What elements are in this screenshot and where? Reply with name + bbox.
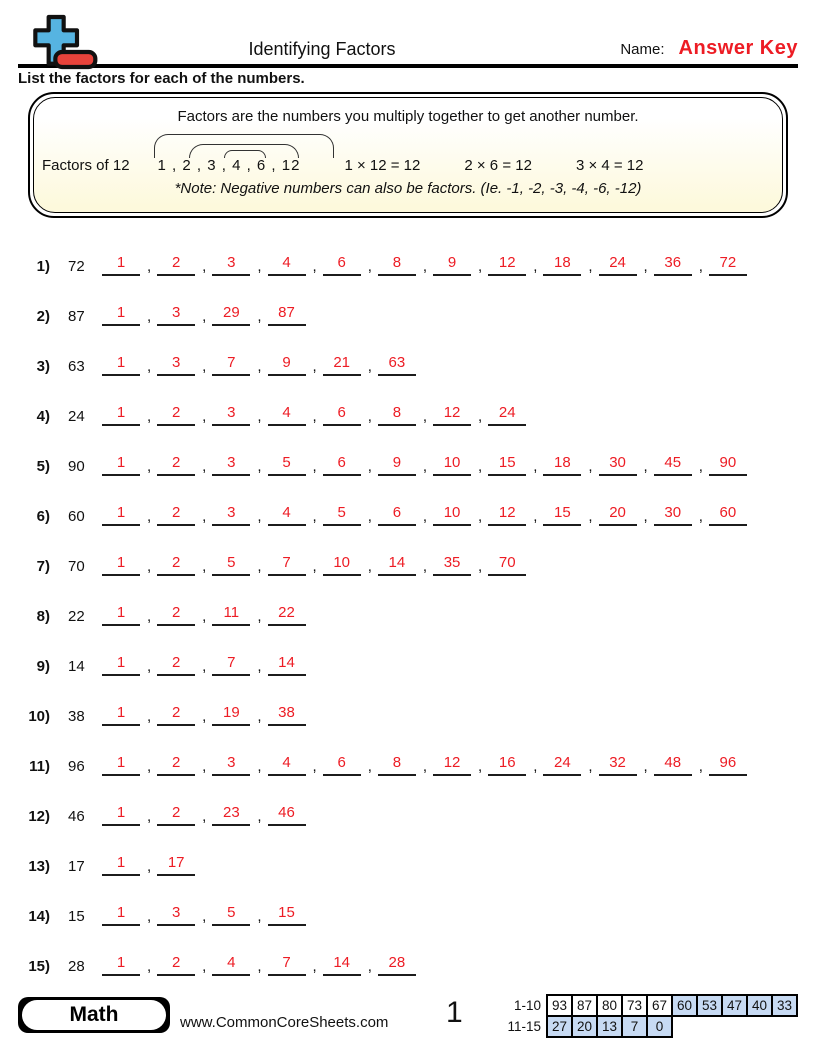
comma-separator: , (147, 958, 152, 975)
problem-number: 8) (36, 608, 50, 625)
factor-blank[interactable]: 3 (157, 304, 195, 326)
factor-blank[interactable]: 12 (488, 254, 526, 276)
comma-separator: , (257, 558, 262, 575)
factor-blank[interactable]: 15 (488, 454, 526, 476)
score-cell: 80 (597, 995, 622, 1016)
factor-blank[interactable]: 63 (378, 354, 416, 376)
comma-separator: , (147, 308, 152, 325)
comma-separator: , (588, 458, 593, 475)
factor-blank[interactable]: 2 (157, 504, 195, 526)
factor-blank[interactable]: 7 (268, 554, 306, 576)
comma-separator: , (147, 258, 152, 275)
factor-blank[interactable]: 2 (157, 654, 195, 676)
factor-blank[interactable]: 70 (488, 554, 526, 576)
factor-blank[interactable]: 2 (157, 954, 195, 976)
factor-blank[interactable]: 12 (433, 754, 471, 776)
comma-separator: , (422, 558, 428, 575)
comma-separator: , (202, 958, 207, 975)
comma-separator: , (312, 408, 317, 425)
comma-separator: , (312, 258, 317, 275)
factor-blank[interactable]: 24 (599, 254, 637, 276)
website-link[interactable]: www.CommonCoreSheets.com (180, 1014, 389, 1031)
score-row (507, 1016, 797, 1037)
comma-separator: , (478, 758, 483, 775)
factor-blank[interactable]: 22 (268, 604, 306, 626)
comma-separator: , (257, 658, 262, 675)
factor-blank[interactable]: 45 (654, 454, 692, 476)
factor-blank[interactable]: 24 (543, 754, 581, 776)
factor-blank[interactable]: 60 (709, 504, 747, 526)
comma-separator: , (367, 458, 372, 475)
comma-separator: , (698, 258, 703, 275)
factor-blank[interactable]: 8 (378, 404, 416, 426)
factor-blank[interactable]: 6 (323, 404, 361, 426)
factor-blank[interactable]: 1 (102, 654, 140, 676)
factor-blank[interactable]: 11 (212, 604, 250, 626)
page-title: Identifying Factors (248, 39, 396, 59)
score-cell: 33 (772, 995, 797, 1016)
instruction-text: List the factors for each of the numbers. (18, 70, 305, 87)
comma-separator: , (478, 408, 483, 425)
comma-separator: , (643, 508, 648, 525)
comma-separator: , (367, 508, 372, 525)
info-definition: Factors are the numbers you multiply together to get another number. (177, 108, 639, 125)
example-row (34, 157, 782, 174)
comma-separator: , (422, 408, 428, 425)
problem-number: 15) (28, 958, 50, 975)
factor-blank[interactable]: 9 (433, 254, 471, 276)
comma-separator: , (257, 258, 262, 275)
problem-number: 4) (36, 408, 50, 425)
factor-blank[interactable]: 10 (323, 554, 361, 576)
factor-blank[interactable]: 1 (102, 454, 140, 476)
problem-number: 13) (28, 858, 50, 875)
problem-value: 46 (68, 808, 85, 825)
comma-separator: , (147, 808, 152, 825)
factor-blank[interactable]: 15 (268, 904, 306, 926)
factor-blank[interactable]: 4 (268, 754, 306, 776)
factor-blank[interactable]: 1 (102, 504, 140, 526)
comma-separator: , (147, 608, 152, 625)
problem-number: 5) (36, 458, 50, 475)
score-cell: 93 (547, 995, 572, 1016)
factor-blank[interactable]: 3 (212, 254, 250, 276)
comma-separator: , (312, 458, 317, 475)
comma-separator: , (533, 258, 538, 275)
comma-separator: , (147, 858, 152, 875)
factor-blank[interactable]: 20 (599, 504, 637, 526)
comma-separator: , (367, 258, 372, 275)
example-equation-3: 3 × 4 = 12 (575, 157, 644, 174)
problem-number: 14) (28, 908, 50, 925)
factor-blank[interactable]: 35 (433, 554, 471, 576)
comma-separator: , (257, 358, 262, 375)
math-plus-minus-logo-icon (20, 12, 104, 72)
score-cell: 67 (647, 995, 672, 1016)
factor-blank[interactable]: 6 (323, 754, 361, 776)
comma-separator: , (257, 808, 262, 825)
factor-blank[interactable]: 2 (157, 554, 195, 576)
comma-separator: , (202, 508, 207, 525)
problem-row-15 (18, 926, 798, 976)
factor-blank[interactable]: 14 (323, 954, 361, 976)
comma-separator: , (202, 908, 207, 925)
comma-separator: , (202, 408, 207, 425)
comma-separator: , (643, 458, 648, 475)
comma-separator: , (257, 508, 262, 525)
comma-separator: , (147, 908, 152, 925)
comma-separator: , (147, 508, 152, 525)
factor-blank[interactable]: 21 (323, 354, 361, 376)
comma-separator: , (147, 758, 152, 775)
comma-separator: , (422, 458, 428, 475)
comma-separator: , (367, 958, 372, 975)
problem-value: 96 (68, 758, 85, 775)
problem-row-2 (18, 276, 798, 326)
subject-label: Math (22, 1000, 166, 1030)
factor-blank[interactable]: 1 (102, 754, 140, 776)
problem-row-11 (18, 726, 798, 776)
comma-separator: , (202, 608, 207, 625)
problem-number: 10) (28, 708, 50, 725)
factor-blank[interactable]: 1 (102, 254, 140, 276)
comma-separator: , (202, 708, 207, 725)
factor-blank[interactable]: 7 (268, 954, 306, 976)
problem-row-7 (18, 526, 798, 576)
comma-separator: , (257, 708, 262, 725)
problem-value: 17 (68, 858, 85, 875)
problem-list (18, 226, 798, 976)
problem-number: 1) (36, 258, 50, 275)
score-cell: 40 (747, 995, 772, 1016)
factor-blank[interactable]: 10 (433, 454, 471, 476)
factor-blank[interactable]: 1 (102, 554, 140, 576)
example-factor-list: 1 , 2 , 3 , 4 , 6 , 12 (157, 157, 301, 174)
factor-blank[interactable]: 2 (157, 704, 195, 726)
factor-blank[interactable]: 6 (378, 504, 416, 526)
comma-separator: , (147, 708, 152, 725)
comma-separator: , (698, 758, 703, 775)
factor-blank[interactable]: 30 (599, 454, 637, 476)
comma-separator: , (257, 408, 262, 425)
factor-blank[interactable]: 5 (323, 504, 361, 526)
score-cell: 87 (572, 995, 597, 1016)
score-cell: 47 (722, 995, 747, 1016)
comma-separator: , (312, 508, 317, 525)
comma-separator: , (312, 558, 317, 575)
factor-blank[interactable]: 2 (157, 604, 195, 626)
problem-value: 63 (68, 358, 85, 375)
factor-blank[interactable]: 4 (268, 404, 306, 426)
factor-blank[interactable]: 2 (157, 254, 195, 276)
factor-blank[interactable]: 46 (268, 804, 306, 826)
factor-blank[interactable]: 3 (157, 904, 195, 926)
factor-blank[interactable]: 6 (323, 454, 361, 476)
comma-separator: , (643, 258, 648, 275)
problem-value: 87 (68, 308, 85, 325)
factor-blank[interactable]: 48 (654, 754, 692, 776)
factor-blank[interactable]: 90 (709, 454, 747, 476)
factor-blank[interactable]: 5 (268, 454, 306, 476)
factor-blank[interactable]: 17 (157, 854, 195, 876)
comma-separator: , (698, 458, 703, 475)
factor-blank[interactable]: 5 (212, 554, 250, 576)
comma-separator: , (533, 758, 538, 775)
problem-number: 7) (36, 558, 50, 575)
problem-number: 11) (29, 758, 50, 775)
comma-separator: , (312, 958, 317, 975)
problem-value: 60 (68, 508, 85, 525)
example-label: Factors of 12 (42, 157, 130, 174)
factor-blank[interactable]: 6 (323, 254, 361, 276)
comma-separator: , (422, 508, 428, 525)
comma-separator: , (202, 808, 207, 825)
factor-blank[interactable]: 8 (378, 254, 416, 276)
factor-blank[interactable]: 32 (599, 754, 637, 776)
factor-blank[interactable]: 3 (212, 754, 250, 776)
comma-separator: , (588, 508, 593, 525)
factor-blank[interactable]: 3 (157, 354, 195, 376)
comma-separator: , (533, 508, 538, 525)
example-equation-1: 1 × 12 = 12 (344, 157, 421, 174)
comma-separator: , (643, 758, 648, 775)
comma-separator: , (202, 308, 207, 325)
factor-blank[interactable]: 1 (102, 404, 140, 426)
comma-separator: , (533, 458, 538, 475)
problem-row-5 (18, 426, 798, 476)
factor-blank[interactable]: 2 (157, 454, 195, 476)
score-row-label: 1-10 (513, 998, 541, 1013)
factor-blank[interactable]: 5 (212, 904, 250, 926)
score-row-label: 11-15 (507, 1019, 541, 1034)
factor-blank[interactable]: 15 (543, 504, 581, 526)
problem-value: 22 (68, 608, 85, 625)
problem-number: 12) (28, 808, 50, 825)
comma-separator: , (202, 758, 207, 775)
problem-value: 72 (68, 258, 85, 275)
factor-blank[interactable]: 9 (268, 354, 306, 376)
factor-blank[interactable]: 4 (268, 254, 306, 276)
score-row (507, 995, 797, 1016)
factor-blank[interactable]: 1 (102, 854, 140, 876)
comma-separator: , (257, 908, 262, 925)
comma-separator: , (367, 408, 372, 425)
problem-number: 3) (36, 358, 50, 375)
problem-value: 15 (68, 908, 85, 925)
problem-value: 70 (68, 558, 85, 575)
factor-blank[interactable]: 10 (433, 504, 471, 526)
negative-note: *Note: Negative numbers can also be factors. (Ie. -1, -2, -3, -4, -6, -12) (174, 180, 642, 197)
factor-blank[interactable]: 14 (378, 554, 416, 576)
problem-row-14 (18, 876, 798, 926)
comma-separator: , (478, 508, 483, 525)
problem-row-4 (18, 376, 798, 426)
name-label: Name: (620, 41, 665, 58)
score-table (507, 994, 798, 1038)
comma-separator: , (257, 458, 262, 475)
factor-blank[interactable]: 7 (212, 354, 250, 376)
comma-separator: , (147, 408, 152, 425)
page-number: 1 (446, 996, 463, 1029)
factor-blank[interactable]: 3 (212, 404, 250, 426)
answer-key-text: Answer Key (678, 37, 798, 59)
problem-value: 90 (68, 458, 85, 475)
problem-number: 2) (36, 308, 50, 325)
problem-row-10 (18, 676, 798, 726)
comma-separator: , (422, 758, 428, 775)
problem-row-8 (18, 576, 798, 626)
factor-blank[interactable]: 1 (102, 604, 140, 626)
problem-row-3 (18, 326, 798, 376)
info-box-inner (33, 97, 783, 213)
footer (18, 994, 798, 1044)
factor-blank[interactable]: 18 (543, 254, 581, 276)
problem-value: 24 (68, 408, 85, 425)
factor-blank[interactable]: 24 (488, 404, 526, 426)
factor-blank[interactable]: 16 (488, 754, 526, 776)
comma-separator: , (478, 458, 483, 475)
comma-separator: , (202, 358, 207, 375)
comma-separator: , (257, 758, 262, 775)
factor-blank[interactable]: 18 (543, 454, 581, 476)
factor-blank[interactable]: 1 (102, 704, 140, 726)
comma-separator: , (147, 458, 152, 475)
comma-separator: , (588, 758, 593, 775)
comma-separator: , (202, 558, 207, 575)
score-cell: 73 (622, 995, 647, 1016)
comma-separator: , (257, 308, 262, 325)
factor-blank[interactable]: 30 (654, 504, 692, 526)
comma-separator: , (257, 958, 262, 975)
score-cell: 60 (672, 995, 697, 1016)
factor-pair-arc-inner (224, 150, 266, 158)
comma-separator: , (147, 358, 152, 375)
factor-blank[interactable]: 1 (102, 954, 140, 976)
comma-separator: , (367, 358, 372, 375)
score-cell: 0 (647, 1016, 672, 1037)
problem-row-12 (18, 776, 798, 826)
factor-blank[interactable]: 3 (212, 504, 250, 526)
score-cell: 7 (622, 1016, 647, 1037)
subject-badge (18, 997, 170, 1033)
comma-separator: , (147, 658, 152, 675)
factor-blank[interactable]: 1 (102, 304, 140, 326)
problem-value: 38 (68, 708, 85, 725)
comma-separator: , (147, 558, 152, 575)
factor-blank[interactable]: 3 (212, 454, 250, 476)
factor-blank[interactable]: 28 (378, 954, 416, 976)
comma-separator: , (202, 658, 207, 675)
factor-blank[interactable]: 23 (212, 804, 250, 826)
factor-blank[interactable]: 12 (488, 504, 526, 526)
score-cell: 53 (697, 995, 722, 1016)
problem-value: 14 (68, 658, 85, 675)
factor-blank[interactable]: 1 (102, 904, 140, 926)
comma-separator: , (312, 758, 317, 775)
factor-blank[interactable]: 8 (378, 754, 416, 776)
score-cell: 13 (597, 1016, 622, 1037)
problem-row-6 (18, 476, 798, 526)
problem-number: 9) (36, 658, 50, 675)
example-equation-2: 2 × 6 = 12 (464, 157, 532, 174)
comma-separator: , (478, 558, 483, 575)
factor-blank[interactable]: 72 (709, 254, 747, 276)
comma-separator: , (422, 258, 428, 275)
problem-row-1 (18, 226, 798, 276)
comma-separator: , (257, 608, 262, 625)
problem-value: 28 (68, 958, 85, 975)
name-area (620, 37, 798, 60)
factor-blank[interactable]: 38 (268, 704, 306, 726)
factor-blank[interactable]: 96 (709, 754, 747, 776)
comma-separator: , (312, 358, 317, 375)
factor-blank[interactable]: 4 (268, 504, 306, 526)
problem-row-13 (18, 826, 798, 876)
comma-separator: , (202, 258, 207, 275)
problem-row-9 (18, 626, 798, 676)
factor-blank[interactable]: 36 (654, 254, 692, 276)
factor-blank[interactable]: 87 (268, 304, 306, 326)
comma-separator: , (478, 258, 483, 275)
factor-blank[interactable]: 19 (212, 704, 250, 726)
comma-separator: , (698, 508, 703, 525)
comma-separator: , (588, 258, 593, 275)
factor-blank[interactable]: 2 (157, 404, 195, 426)
factor-blank[interactable]: 2 (157, 754, 195, 776)
header (18, 0, 798, 68)
factor-blank[interactable]: 1 (102, 354, 140, 376)
problem-number: 6) (36, 508, 50, 525)
factor-blank[interactable]: 4 (212, 954, 250, 976)
factor-blank[interactable]: 1 (102, 804, 140, 826)
comma-separator: , (202, 458, 207, 475)
score-cell: 20 (572, 1016, 597, 1037)
factor-blank[interactable]: 12 (433, 404, 471, 426)
score-cell: 27 (547, 1016, 572, 1037)
info-box (28, 92, 788, 218)
factor-blank[interactable]: 9 (378, 454, 416, 476)
factor-blank[interactable]: 2 (157, 804, 195, 826)
factor-blank[interactable]: 14 (268, 654, 306, 676)
factor-blank[interactable]: 29 (212, 304, 250, 326)
comma-separator: , (367, 758, 372, 775)
factor-blank[interactable]: 7 (212, 654, 250, 676)
comma-separator: , (367, 558, 372, 575)
